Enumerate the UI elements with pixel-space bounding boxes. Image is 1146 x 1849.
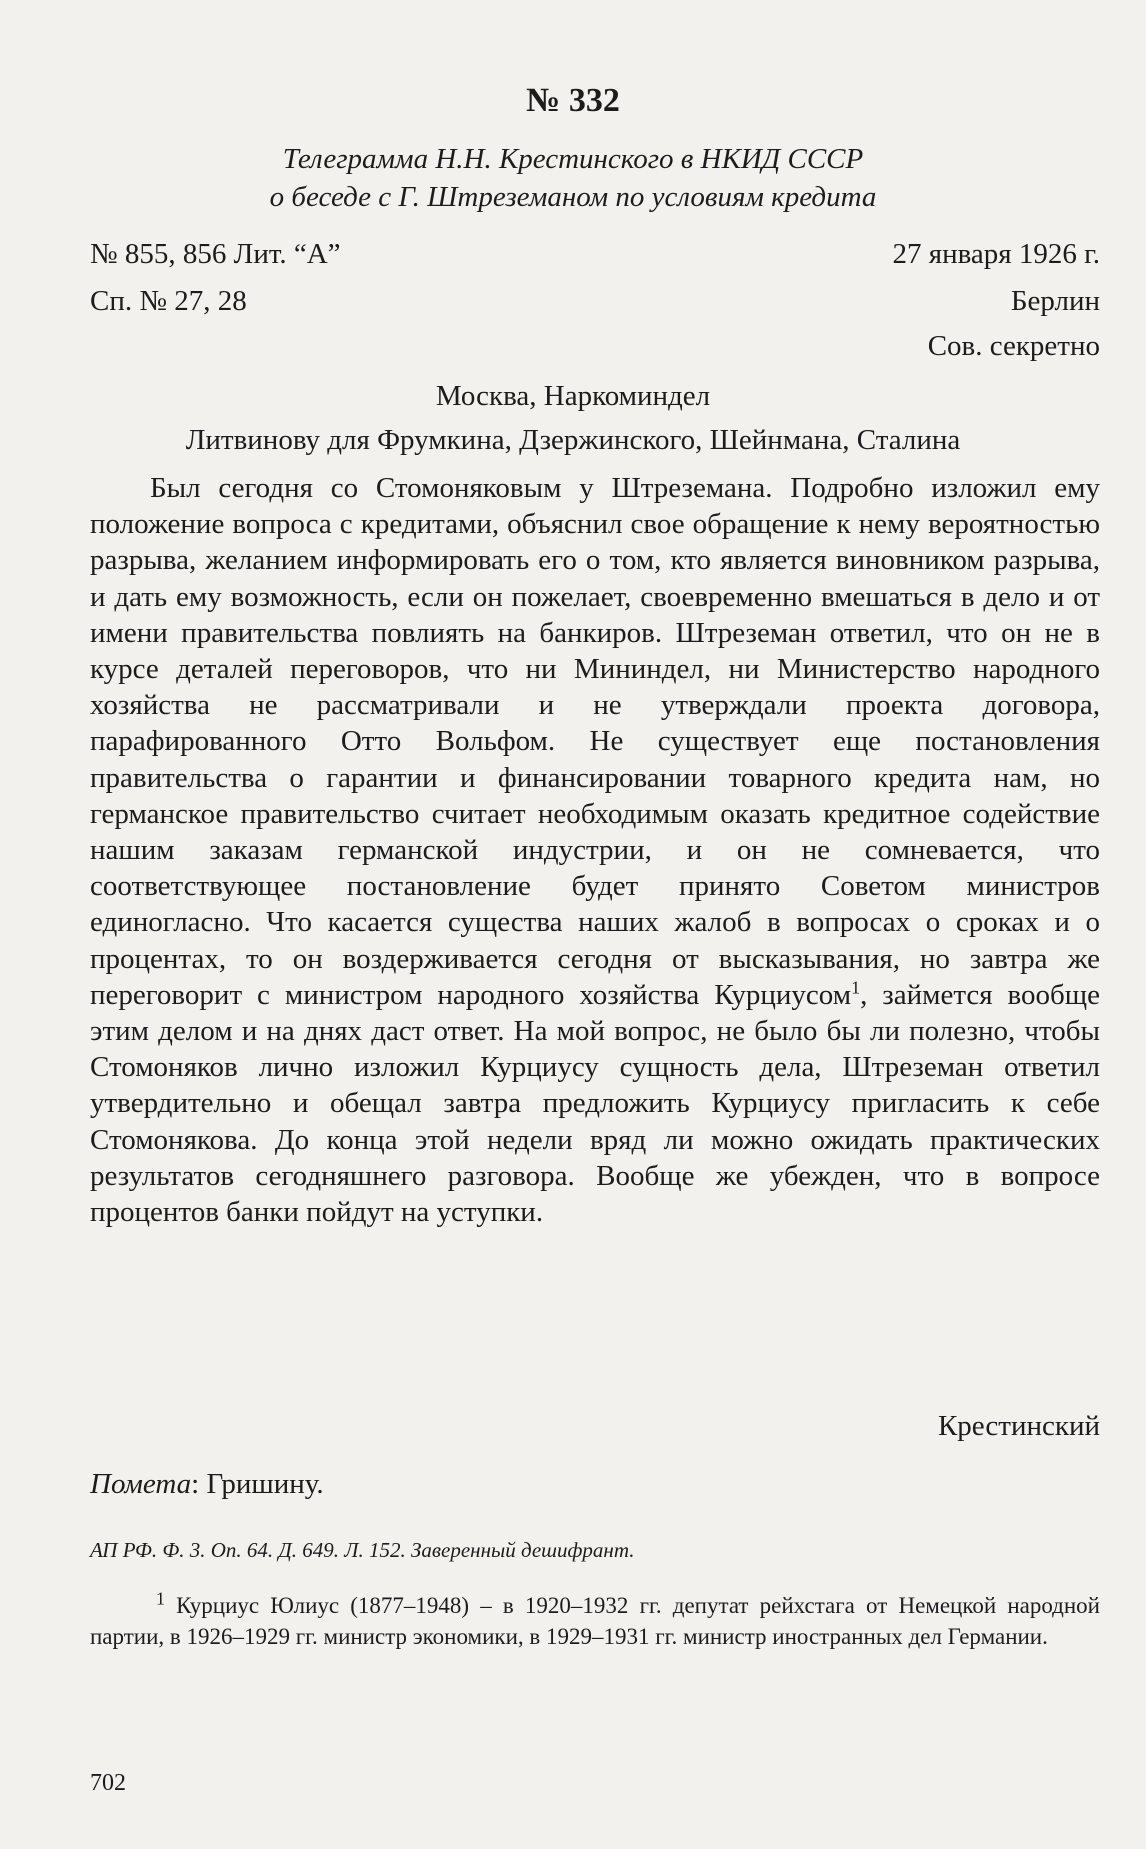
address-recipients: Литвинову для Фрумкина, Дзержинского, Шейнмана, Сталина: [185, 424, 961, 456]
signature: Крестинский: [937, 1410, 1100, 1442]
telegram-body: [90, 470, 1100, 1230]
footnote: [90, 1590, 1100, 1652]
document-date: 27 января 1926 г.: [892, 238, 1100, 270]
classification-label: Сов. секретно: [927, 330, 1100, 362]
body-text-rest: , займется вообще этим делом и на днях даст ответ. На мой вопрос, не было бы ли полезно, чтобы Стомоняков лично изложил Курциусу сущность дела, Штреземан ответил утвердительно и обещал завтра предложить Курциусу пригласить к себе Стомонякова. До конца этой недели вряд ли можно ожидать практических результатов сегодняшнего разговора. Вообще же убежден, что в вопросе процентов банки пойдут на уступки.: [90, 978, 1100, 1229]
subtitle-line-2: о беседе с Г. Штреземаном по условиям кредита: [269, 181, 877, 213]
reference-number: № 855, 856 Лит. “А”: [90, 238, 341, 270]
footnote-reference: 1: [851, 977, 861, 998]
page-number: 702: [90, 1770, 126, 1796]
mark-label: Помета: [90, 1468, 192, 1500]
subtitle-line-1: Телеграмма Н.Н. Крестинского в НКИД СССР: [282, 143, 864, 175]
meta-row-1: [90, 238, 1100, 278]
footnote-marker: 1: [156, 1588, 165, 1609]
meta-row-3: [90, 330, 1100, 370]
list-reference: Сп. № 27, 28: [90, 285, 247, 317]
body-text-main: Был сегодня со Стомоняковым у Штреземана. Подробно изложил ему положение вопроса с кредитами, объяснил свое обращение к нему вероятностью разрыва, желанием информировать его о том, кто является виновником разрыва, и дать ему возможность, если он пожелает, своевременно вмешаться в дело и от имени правительства повлиять на банкиров. Штреземан ответил, что он не в курсе деталей переговоров, что ни Мининдел, ни Министерство народного хозяйства не рассматривали и не утверждали проекта договора, парафированного Отто Вольфом. Не существует еще постановления правительства о гарантии и финансировании товарного кредита нам, но германское правительство считает необходимым оказать кредитное содействие нашим заказам германской индустрии, и он не сомневается, что соответствующее постановление будет принято Советом министров единогласно. Что касается существа наших жалоб в вопросах о сроках и о процентах, то он воздерживается сегодня от высказывания, но завтра же переговорит с министром народного хозяйства Курциусом: [90, 472, 1100, 1011]
document-subtitle: [0, 140, 1146, 216]
archive-reference: АП РФ. Ф. 3. Оп. 64. Д. 649. Л. 152. Заверенный дешифрант.: [90, 1538, 635, 1562]
footnote-text: Курциус Юлиус (1877–1948) – в 1920–1932 гг. депутат рейхстага от Немецкой народной партии, в 1926–1929 гг. министр экономики, в 1929–1931 гг. министр иностранных дел Германии.: [90, 1593, 1100, 1649]
mark-text: : Гришину.: [191, 1468, 324, 1500]
document-place: Берлин: [1010, 285, 1100, 317]
address-to: Москва, Наркоминдел: [435, 380, 711, 412]
meta-row-2: [90, 285, 1100, 325]
annotation-mark: [90, 1468, 324, 1501]
document-number: № 332: [526, 82, 620, 119]
